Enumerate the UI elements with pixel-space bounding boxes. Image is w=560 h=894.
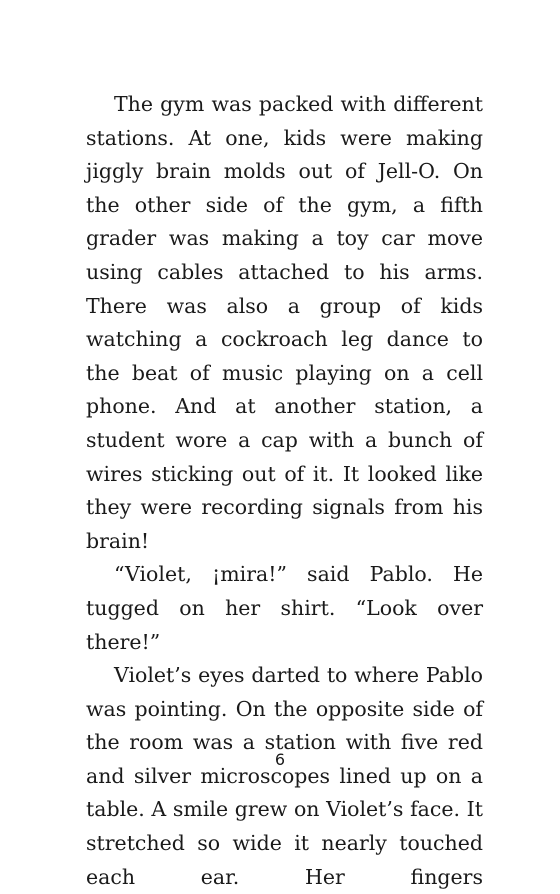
paragraph-gym-stations: The gym was packed with different stations. At one, kids were making jiggly brain molds out of Jell-O. On the other side of the gym, a fifth grader was making a toy car move using cables attached to his arms. There was also a group of kids watching a cockroach leg dance to the beat of music playing on a cell phone. And at another station, a student wore a cap with a bunch of wires sticking out of it. It looked like they were recording signals from his brain! (86, 92, 483, 553)
paragraph-pablo-mira: “Violet, ¡mira!” said Pablo. He tugged on her shirt. “Look over there!” (86, 562, 483, 654)
paragraph-violet-microscopes: Violet’s eyes darted to where Pablo was pointing. On the opposite side of the room was a station with five red and silver microscopes lined up on a table. A smile grew on Violet’s face. It stretched so wide it nearly touched each ear. Her fingers (86, 663, 483, 889)
page-number: 6 (274, 750, 286, 769)
body-text (86, 88, 483, 894)
